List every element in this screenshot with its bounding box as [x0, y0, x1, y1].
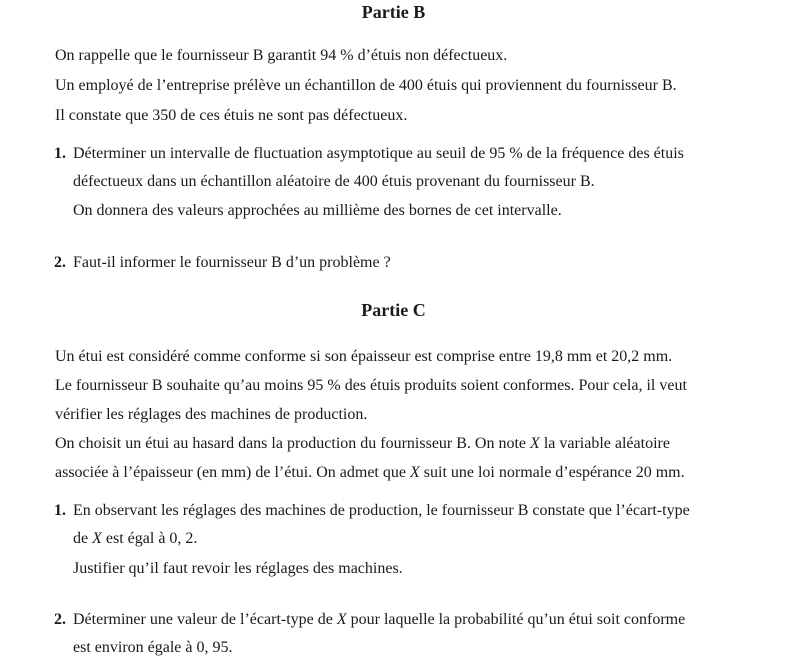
part-c-intro-line-5: associée à l’épaisseur (en mm) de l’étui. On admet que X suit une loi normale d’espérance 20 mm. — [55, 464, 685, 481]
part-c-q1-line-1: En observant les réglages des machines de production, le fournisseur B constate que l’écart-type — [73, 502, 690, 519]
part-b-intro-line-2: Un employé de l’entreprise prélève un échantillon de 400 étuis qui proviennent du fournisseur B. — [55, 77, 677, 94]
part-b-title: Partie B — [361, 2, 426, 22]
part-b-q1-line-1: Déterminer un intervalle de fluctuation asymptotique au seuil de 95 % de la fréquence des étuis — [73, 145, 684, 162]
part-c-intro-line-1: Un étui est considéré comme conforme si son épaisseur est comprise entre 19,8 mm et 20,2 mm. — [55, 348, 673, 365]
part-c-q1-number: 1. — [54, 502, 66, 519]
part-c-intro-line-4: On choisit un étui au hasard dans la production du fournisseur B. On note X la variable aléatoire — [55, 435, 670, 452]
part-c-title: Partie C — [361, 300, 426, 320]
part-c-intro-line-2: Le fournisseur B souhaite qu’au moins 95 % des étuis produits soient conformes. Pour cela, il veut — [55, 377, 687, 394]
part-b-q1-number: 1. — [54, 145, 66, 162]
part-b-intro-line-3: Il constate que 350 de ces étuis ne sont pas défectueux. — [55, 107, 408, 124]
part-c-q1-line-3: Justifier qu’il faut revoir les réglages des machines. — [73, 560, 403, 577]
part-b-q1-line-2: défectueux dans un échantillon aléatoire de 400 étuis provenant du fournisseur B. — [73, 173, 595, 190]
part-c-q2-line-1: Déterminer une valeur de l’écart-type de X pour laquelle la probabilité qu’un étui soit conforme — [73, 611, 686, 628]
part-c-q2-number: 2. — [54, 611, 66, 628]
part-b-q2-number: 2. — [54, 254, 66, 271]
part-c-q2-line-2: est environ égale à 0, 95. — [73, 639, 233, 656]
part-c-q1-line-2: de X est égal à 0, 2. — [73, 530, 198, 547]
part-c-intro-line-3: vérifier les réglages des machines de production. — [55, 406, 368, 423]
part-b-q1-line-3: On donnera des valeurs approchées au millième des bornes de cet intervalle. — [73, 202, 562, 219]
part-b-intro-line-1: On rappelle que le fournisseur B garantit 94 % d’étuis non défectueux. — [55, 47, 508, 64]
part-b-q2-line-1: Faut-il informer le fournisseur B d’un problème ? — [73, 254, 391, 271]
